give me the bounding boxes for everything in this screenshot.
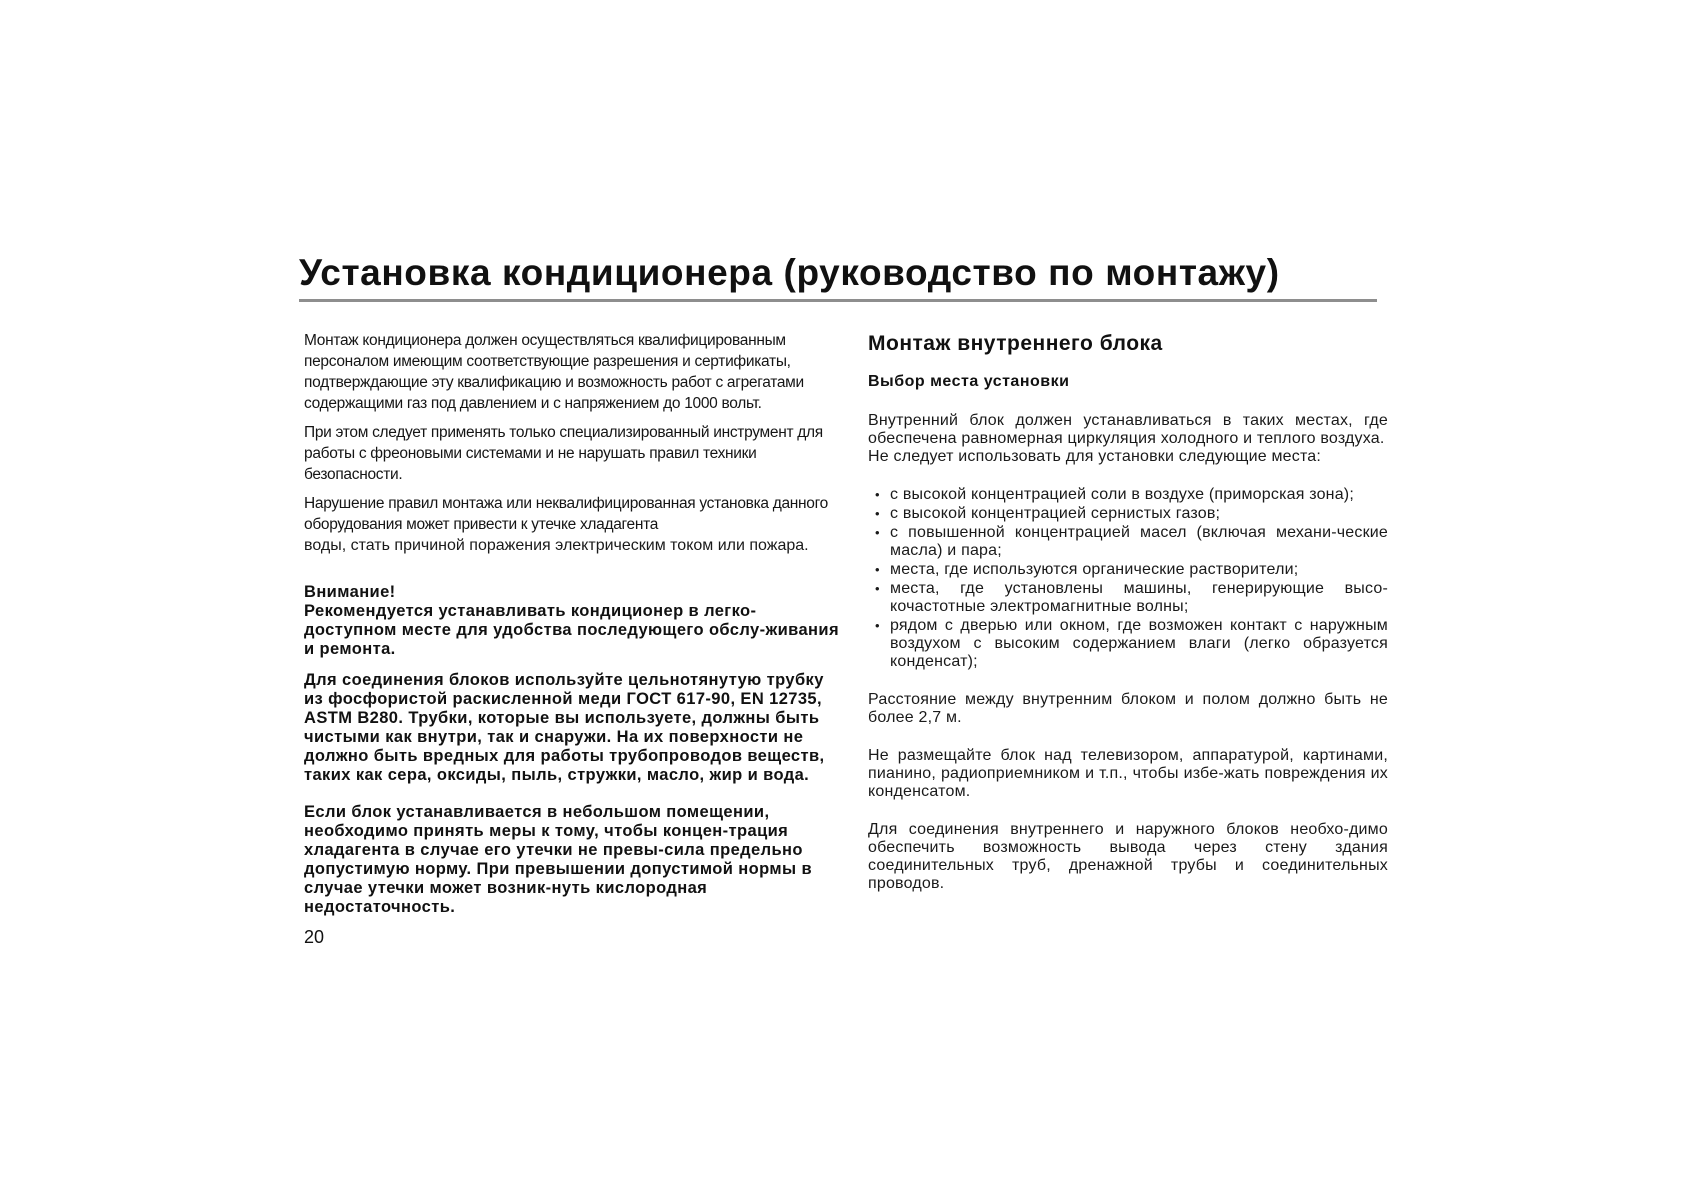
- list-item: • с повышенной концентрацией масел (включая механи-ческие масла) и пара;: [868, 524, 1388, 560]
- title-divider: [299, 299, 1377, 302]
- list-item: • места, где используются органические растворители;: [868, 561, 1388, 579]
- connection-text: Для соединения внутреннего и наружного блоков необхо-димо обеспечить возможность вывода через стену здания соединительных труб, дренажной трубы и соединительных проводов.: [868, 821, 1388, 892]
- attention-text: Рекомендуется устанавливать кондиционер в легко-доступном месте для удобства последующего обслу-живания и ремонта.: [304, 602, 839, 658]
- list-item: • места, где установлены машины, генерирующие высо-кочастотные электромагнитные волны;: [868, 580, 1388, 616]
- tv-placement-text: Не размещайте блок над телевизором, аппаратурой, картинами, пианино, радиоприемником и т.п., чтобы избе-жать повреждения их конденсатом.: [868, 747, 1388, 800]
- section-title: Монтаж внутреннего блока: [868, 332, 1163, 355]
- placement-restriction-text: Не следует использовать для установки следующие места:: [868, 448, 1322, 465]
- warning-text-narrow: Нарушение правил монтажа или неквалифицированная установка данного оборудования может привести к утечке хладагента: [304, 495, 828, 533]
- warning-paragraph-continued: воды, стать причиной поражения электрическим током или пожара.: [304, 537, 809, 554]
- restricted-places-list: [868, 486, 1388, 671]
- placement-intro-text: Внутренний блок должен устанавливаться в таких местах, где обеспечена равномерная циркуляция холодного и теплого воздуха.: [868, 412, 1388, 447]
- intro-paragraph-qualification: Монтаж кондиционера должен осуществляться квалифицированным персоналом имеющим соответствующие разрешения и сертификаты, подтверждающие эту квалификацию и возможность работ с агрегатами содержащими газ под давлением и с напряжением до 1000 вольт.: [304, 332, 804, 412]
- warning-paragraph: [304, 493, 840, 535]
- list-item: • рядом с дверью или окном, где возможен контакт с наружным воздухом с высоким содержанием влаги (легко образуется конденсат);: [868, 617, 1388, 671]
- small-room-warning-text: Если блок устанавливается в небольшом помещении, необходимо принять меры к тому, чтобы концен-трация хладагента в случае его утечки не превы-сила предельно допустимую норму. При превышении допустимой нормы в случае утечки может возник-нуть кислородная недостаточность.: [304, 803, 813, 916]
- pipe-requirements-text: Для соединения блоков используйте цельнотянутую трубку из фосфористой раскисленной меди ГОСТ 617-90, EN 12735, ASTM B280. Трубки, которые вы используете, должны быть чистыми как внутри, так и снаружи. На их поверхности не должно быть вредных для работы трубопроводов веществ, таких как сера, оксиды, пыль, стружки, масло, жир и вода.: [304, 671, 825, 784]
- right-column: [868, 332, 1388, 893]
- intro-paragraph-tools: При этом следует применять только специализированный инструмент для работы с фреоновыми системами и не нарушать правил техники безопасности.: [304, 424, 823, 483]
- distance-text: Расстояние между внутренним блоком и полом должно быть не более 2,7 м.: [868, 691, 1388, 726]
- page-number: 20: [304, 927, 325, 947]
- list-item: • с высокой концентрацией соли в воздухе (приморская зона);: [868, 486, 1388, 504]
- list-item: • с высокой концентрацией сернистых газов;: [868, 505, 1388, 523]
- page-title: Установка кондиционера (руководство по монтажу): [299, 252, 1280, 293]
- left-column: [304, 330, 840, 948]
- attention-heading: Внимание!: [304, 583, 396, 601]
- subsection-title: Выбор места установки: [868, 373, 1070, 390]
